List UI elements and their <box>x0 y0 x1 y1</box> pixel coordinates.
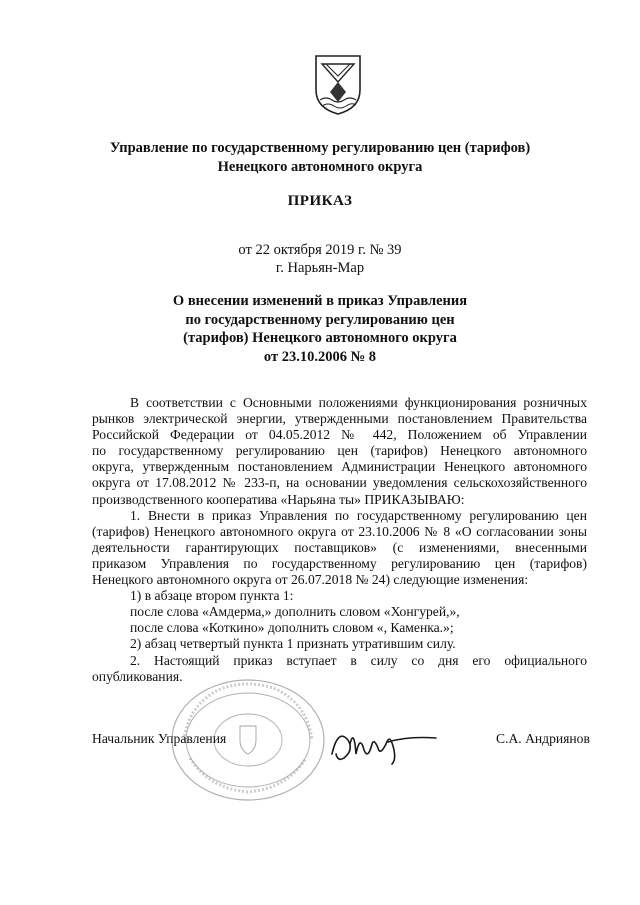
body-line: рынков электрической энергии, утвержденными постановлением Правительства <box>92 411 587 427</box>
document-body <box>92 395 587 685</box>
organization-name <box>0 139 640 177</box>
body-line: 2) абзац четвертый пункта 1 признать утратившим силу. <box>130 636 456 652</box>
body-line: Российской Федерации от 04.05.2012 № 442, Положением об Управлении <box>92 427 587 443</box>
body-line: 2. Настоящий приказ вступает в силу со дня его официального <box>130 652 587 668</box>
body-line: (тарифов) Ненецкого автономного округа от 23.10.2006 № 8 «О согласовании зоны <box>92 523 587 539</box>
body-line: 1) в абзаце втором пункта 1: <box>130 588 294 604</box>
organization-line-2: Ненецкого автономного округа <box>217 159 423 175</box>
body-line: округа от 17.08.2012 № 233-п, на основании уведомления сельскохозяйственного <box>92 475 587 491</box>
subject-line: (тарифов) Ненецкого автономного округа <box>183 330 457 346</box>
body-line: производственного кооператива «Нарьяна ты» ПРИКАЗЫВАЮ: <box>92 491 465 507</box>
body-line: округа, утвержденным постановлением Администрации Ненецкого автономного <box>92 459 587 475</box>
coat-of-arms-icon <box>312 52 364 116</box>
document-subject <box>0 292 640 366</box>
body-line: по государственному регулированию цен (тарифов) Ненецкого автономного <box>92 443 587 459</box>
body-line: приказом Управления по государственному регулированию цен (тарифов) <box>92 555 587 571</box>
subject-line: по государственному регулированию цен <box>185 311 455 328</box>
document-place: г. Нарьян-Мар <box>275 260 365 276</box>
signatory-title: Начальник Управления <box>92 731 227 746</box>
body-line: опубликования. <box>92 668 183 684</box>
document-date-block <box>0 241 640 277</box>
organization-line-1: Управление по государственному регулированию цен (тарифов) <box>109 140 531 156</box>
document-date: от 22 октября 2019 г. № 39 <box>238 242 402 258</box>
document-type: ПРИКАЗ <box>287 193 353 209</box>
signatory-name: С.А. Андриянов <box>496 731 590 746</box>
body-line: Ненецкого автономного округа от 26.07.2018 № 24) следующие изменения: <box>92 572 529 588</box>
subject-line: от 23.10.2006 № 8 <box>263 348 377 365</box>
body-line: 1. Внести в приказ Управления по государственному регулированию цен <box>130 507 587 523</box>
body-line: после слова «Коткино» дополнить словом «, Каменка.»; <box>130 620 454 636</box>
handwritten-signature <box>328 714 440 770</box>
subject-line: О внесении изменений в приказ Управления <box>172 293 468 309</box>
body-line: после слова «Амдерма,» дополнить словом «Хонгурей,», <box>130 604 460 620</box>
body-line: В соответствии с Основными положениями функционирования розничных <box>130 395 587 410</box>
body-line: деятельности гарантирующих поставщиков» (с изменениями, внесенными <box>92 539 587 555</box>
